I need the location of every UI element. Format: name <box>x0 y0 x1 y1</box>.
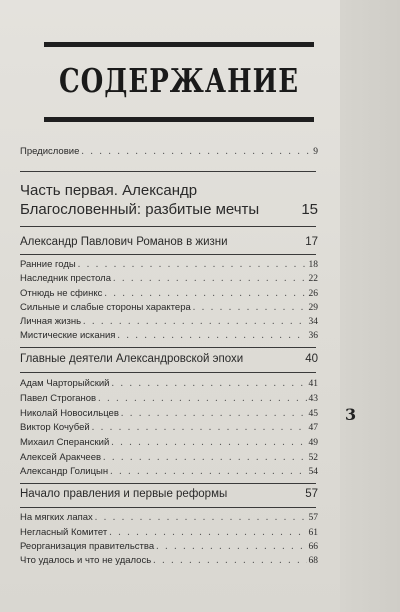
toc-entry-label: Николай Новосильцев <box>20 408 119 419</box>
leader-dots <box>112 378 307 389</box>
part-heading-page: 15 <box>301 201 318 218</box>
leader-dots <box>109 527 306 538</box>
toc-entry <box>20 541 318 552</box>
toc-entry <box>20 330 318 341</box>
leader-dots <box>95 512 307 523</box>
section-page: 17 <box>305 236 318 248</box>
toc-entry <box>20 408 318 419</box>
toc-entry-label: Виктор Кочубей <box>20 422 90 433</box>
toc-entry <box>20 259 318 270</box>
divider <box>20 507 316 508</box>
toc-entry-label: Павел Строганов <box>20 393 97 404</box>
toc-entry-label: Реорганизация правительства <box>20 541 155 552</box>
section-heading <box>20 236 318 248</box>
toc-entry-label: Алексей Аракчеев <box>20 452 102 463</box>
section-heading <box>20 353 318 365</box>
toc-entry-page: 52 <box>308 453 318 463</box>
toc-entry-label: Александр Голицын <box>20 466 109 477</box>
leader-dots <box>153 555 306 566</box>
leader-dots <box>121 408 307 419</box>
toc-entry-page: 54 <box>308 467 318 477</box>
toc-entry <box>20 302 318 313</box>
toc-entry-page: 34 <box>308 317 318 327</box>
toc-entry <box>20 452 318 463</box>
toc-entry-label: Сильные и слабые стороны характера <box>20 302 191 313</box>
toc-entry-page: 68 <box>308 556 318 566</box>
page-title: СОДЕРЖАНИЕ <box>58 63 300 101</box>
section-title: Начало правления и первые реформы <box>20 488 228 500</box>
toc-entry <box>20 288 318 299</box>
toc-entry-page: 29 <box>308 303 318 313</box>
leader-dots <box>98 393 306 404</box>
toc-entry-label: Личная жизнь <box>20 316 82 327</box>
page-edge <box>340 0 400 612</box>
section-page: 40 <box>305 353 318 365</box>
toc-entry <box>20 437 318 448</box>
toc-entry-label: Михаил Сперанский <box>20 437 110 448</box>
leader-dots <box>83 316 306 327</box>
toc-entry <box>20 466 318 477</box>
divider <box>20 171 316 172</box>
toc-entry-page: 36 <box>308 331 318 341</box>
toc-entry-page: 18 <box>308 260 318 270</box>
leader-dots <box>104 288 306 299</box>
divider <box>20 483 316 484</box>
toc-entry-page: 61 <box>308 528 318 538</box>
toc-entry-page: 45 <box>308 409 318 419</box>
part-heading <box>20 181 318 219</box>
leader-dots <box>78 259 307 270</box>
part-heading-line1: Часть первая. Александр <box>20 182 198 199</box>
divider <box>20 372 316 373</box>
toc-entry-page: 47 <box>308 423 318 433</box>
leader-dots <box>110 466 306 477</box>
leader-dots <box>92 422 307 433</box>
toc-entry <box>20 422 318 433</box>
toc-entry-label: Что удалось и что не удалось <box>20 555 152 566</box>
divider <box>20 254 316 255</box>
toc-entry-page: 66 <box>308 542 318 552</box>
leader-dots <box>111 437 306 448</box>
section-title: Главные деятели Александровской эпохи <box>20 353 244 365</box>
toc-entry-page: 26 <box>308 289 318 299</box>
page-number: 3 <box>345 405 357 424</box>
toc-entry-page: 49 <box>308 438 318 448</box>
toc-entry <box>20 555 318 566</box>
section-title: Александр Павлович Романов в жизни <box>20 236 228 248</box>
toc-entry <box>20 527 318 538</box>
toc-entry-page: 41 <box>308 379 318 389</box>
toc-entry-label: Отнюдь не сфинкс <box>20 288 103 299</box>
toc-entry-label: Адам Чарторыйский <box>20 378 110 389</box>
toc-entry-preface <box>20 146 318 157</box>
part-heading-line2: Благословенный: разбитые мечты <box>20 201 260 218</box>
toc-entry-label: Наследник престола <box>20 273 112 284</box>
leader-dots <box>81 146 311 157</box>
toc-entry-label: На мягких лапах <box>20 512 93 523</box>
section-heading <box>20 488 318 500</box>
toc-entry-page: 22 <box>308 274 318 284</box>
toc-entry-page: 9 <box>313 147 318 157</box>
toc-entry-label: Негласный Комитет <box>20 527 108 538</box>
toc-entry-label: Мистические искания <box>20 330 116 341</box>
toc-entry-page: 57 <box>308 513 318 523</box>
toc-entry <box>20 273 318 284</box>
leader-dots <box>113 273 306 284</box>
divider <box>20 347 316 348</box>
leader-dots <box>193 302 307 313</box>
toc-entry-label: Предисловие <box>20 146 80 157</box>
toc-entry <box>20 512 318 523</box>
toc-entry <box>20 378 318 389</box>
leader-dots <box>103 452 306 463</box>
contents-title-band <box>44 42 314 122</box>
leader-dots <box>117 330 306 341</box>
toc-entry-page: 43 <box>308 394 318 404</box>
toc-entry <box>20 316 318 327</box>
leader-dots <box>156 541 306 552</box>
section-page: 57 <box>305 488 318 500</box>
divider <box>20 226 316 227</box>
toc-entry-label: Ранние годы <box>20 259 76 270</box>
toc-entry <box>20 393 318 404</box>
